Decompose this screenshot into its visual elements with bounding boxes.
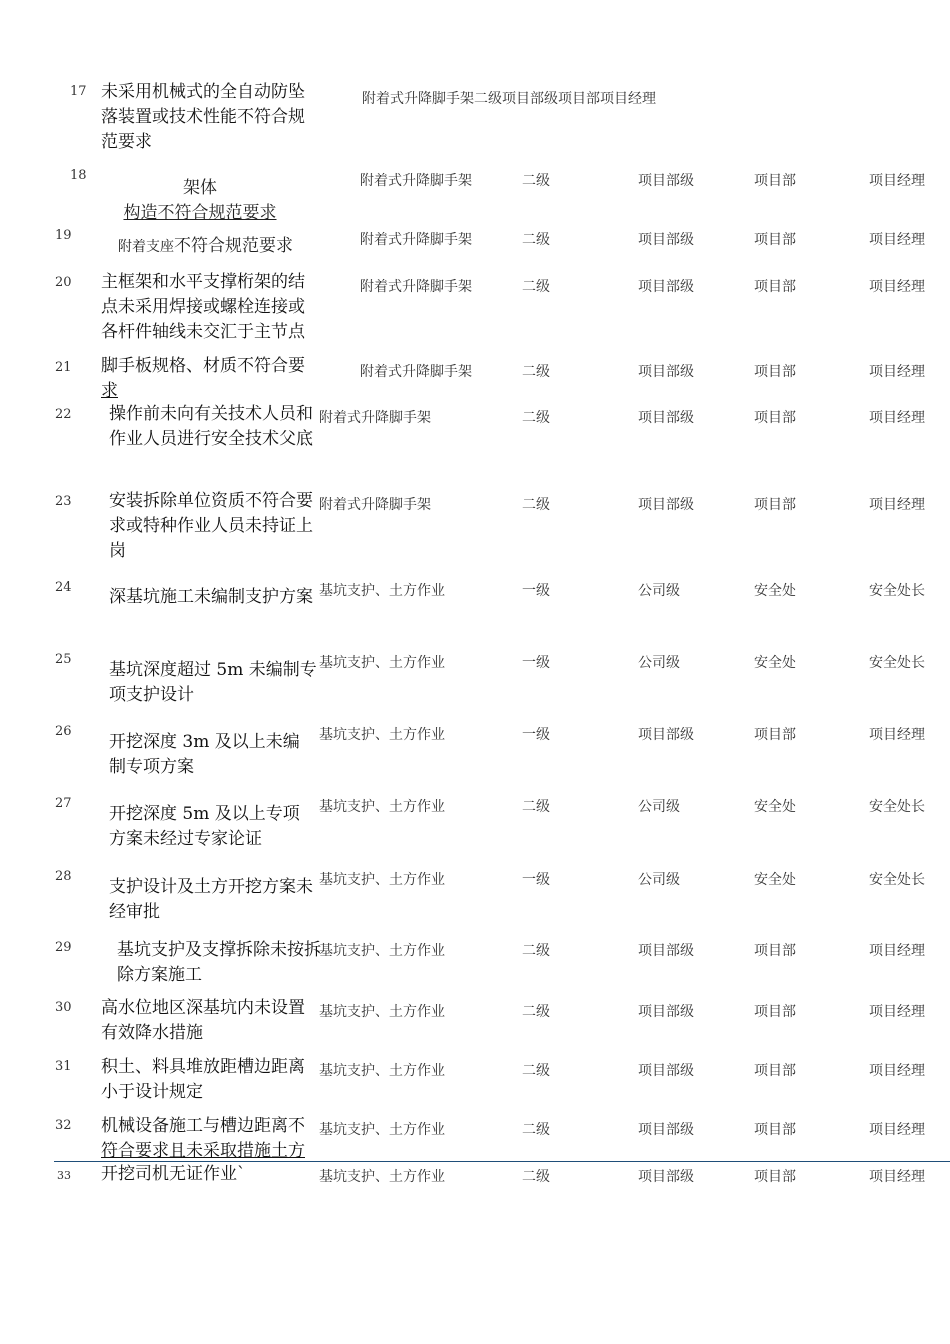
row-category: 基坑支护、土方作业 <box>319 1122 445 1138</box>
description-prefix: 附着支座 <box>118 239 174 255</box>
row-number: 27 <box>55 796 72 811</box>
row-level: 二级 <box>522 279 550 295</box>
row-description: 开挖深度 3m 及以上未编制专项方案 <box>109 732 300 777</box>
row-number: 32 <box>55 1118 72 1133</box>
row-responsible: 项目经理 <box>869 279 925 295</box>
row-category: 基坑支护、土方作业 <box>319 943 445 959</box>
row-level: 二级 <box>522 410 550 426</box>
row-level: 二级 <box>522 799 550 815</box>
row-scope: 公司级 <box>638 872 680 888</box>
row-scope: 项目部级 <box>638 232 694 248</box>
row-category: 基坑支护、土方作业 <box>319 1169 445 1185</box>
row-category: 附着式升降脚手架 <box>360 364 472 380</box>
row-responsible: 项目经理 <box>869 497 925 513</box>
row-category: 附着式升降脚手架 <box>360 279 472 295</box>
row-scope: 项目部级 <box>638 1063 694 1079</box>
row-department: 项目部 <box>754 173 796 189</box>
row-department: 安全处 <box>754 872 796 888</box>
row-description: 主框架和水平支撑桁架的结点未采用焊接或螺栓连接或各杆件轴线未交汇于主节点 <box>101 272 305 342</box>
row-level: 二级 <box>522 1122 550 1138</box>
row-department: 安全处 <box>754 583 796 599</box>
description-line: 架体 <box>183 178 217 198</box>
row-description <box>101 1114 319 1164</box>
row-department: 项目部 <box>754 279 796 295</box>
row-number: 29 <box>55 940 72 955</box>
row-responsible: 安全处长 <box>869 799 925 815</box>
row-category: 基坑支护、土方作业 <box>319 1004 445 1020</box>
description-rest: 不符合规范要求 <box>174 236 293 256</box>
row-department: 项目部 <box>754 727 796 743</box>
row-department: 安全处 <box>754 799 796 815</box>
row-responsible: 项目经理 <box>869 1122 925 1138</box>
row-number: 26 <box>55 724 72 739</box>
row-scope: 公司级 <box>638 583 680 599</box>
row-scope: 项目部级 <box>638 1122 694 1138</box>
row-number: 30 <box>55 1000 72 1015</box>
row-level: 二级 <box>522 1169 550 1185</box>
row-description: 安装拆除单位资质不符合要求或特种作业人员未持证上岗 <box>109 491 313 561</box>
row-responsible: 项目经理 <box>869 364 925 380</box>
row-scope: 项目部级 <box>638 279 694 295</box>
row-scope: 项目部级 <box>638 943 694 959</box>
row-level: 二级 <box>522 232 550 248</box>
row-scope: 项目部级 <box>638 173 694 189</box>
row-responsible: 项目经理 <box>869 1169 925 1185</box>
row-number: 23 <box>55 494 72 509</box>
row-description <box>101 354 319 404</box>
row-number: 17 <box>70 84 87 99</box>
row-scope: 公司级 <box>638 655 680 671</box>
row-scope: 项目部级 <box>638 727 694 743</box>
row-number: 20 <box>55 275 72 290</box>
row-responsible: 安全处长 <box>869 655 925 671</box>
row-department: 项目部 <box>754 1122 796 1138</box>
row-description: 积土、料具堆放距槽边距离小于设计规定 <box>101 1057 305 1102</box>
row-responsible: 项目经理 <box>869 410 925 426</box>
description-line: 求 <box>101 381 118 401</box>
row-number: 28 <box>55 869 72 884</box>
row-number: 21 <box>55 360 72 375</box>
description-line: 符合要求且未采取措施土方 <box>101 1141 305 1161</box>
row-category: 基坑支护、土方作业 <box>319 799 445 815</box>
row-level: 一级 <box>522 583 550 599</box>
row-category: 附着式升降脚手架 <box>360 173 472 189</box>
description-line: 脚手板规格、材质不符合要 <box>101 356 305 376</box>
row-responsible: 项目经理 <box>869 1004 925 1020</box>
row-department: 项目部 <box>754 943 796 959</box>
row-category: 基坑支护、土方作业 <box>319 1063 445 1079</box>
row-description: 操作前未向有关技术人员和作业人员进行安全技术父底 <box>109 404 313 449</box>
row-department: 项目部 <box>754 1063 796 1079</box>
row-category: 基坑支护、土方作业 <box>319 583 445 599</box>
row-description: 深基坑施工未编制支护方案 <box>109 587 313 607</box>
row-level: 一级 <box>522 727 550 743</box>
row-level: 二级 <box>522 1063 550 1079</box>
row-scope: 公司级 <box>638 799 680 815</box>
row-level: 一级 <box>522 872 550 888</box>
row-level: 二级 <box>522 173 550 189</box>
row-responsible: 项目经理 <box>869 173 925 189</box>
row-description <box>118 231 293 256</box>
row-responsible: 项目经理 <box>869 727 925 743</box>
row-level: 二级 <box>522 943 550 959</box>
row-responsible: 项目经理 <box>869 232 925 248</box>
row-department: 项目部 <box>754 1169 796 1185</box>
row-level: 二级 <box>522 1004 550 1020</box>
row-description: 基坑支护及支撑拆除未按拆除方案施工 <box>117 940 321 985</box>
row-department: 安全处 <box>754 655 796 671</box>
row-description: 基坑深度超过 5m 未编制专项支护设计 <box>109 660 317 705</box>
row-responsible: 项目经理 <box>869 1063 925 1079</box>
row-level: 二级 <box>522 497 550 513</box>
row-category: 附着式升降脚手架 <box>360 232 472 248</box>
row-number: 25 <box>55 652 72 667</box>
row-description: 支护设计及土方开挖方案未经审批 <box>109 877 313 922</box>
row-scope: 项目部级 <box>638 410 694 426</box>
row-responsible: 安全处长 <box>869 583 925 599</box>
row-department: 项目部 <box>754 232 796 248</box>
row-department: 项目部 <box>754 410 796 426</box>
row-scope: 项目部级 <box>638 497 694 513</box>
row-category: 附着式升降脚手架 <box>319 497 431 513</box>
row-description: 开挖深度 5m 及以上专项方案未经过专家论证 <box>109 804 300 849</box>
row-scope: 项目部级 <box>638 1004 694 1020</box>
row-number: 22 <box>55 407 72 422</box>
row-category: 基坑支护、土方作业 <box>319 727 445 743</box>
row-responsible: 安全处长 <box>869 872 925 888</box>
description-line: 构造不符合规范要求 <box>123 203 277 223</box>
description-line: 机械设备施工与槽边距离不 <box>101 1116 305 1136</box>
row-level: 二级 <box>522 364 550 380</box>
row-category: 基坑支护、土方作业 <box>319 655 445 671</box>
row-department: 项目部 <box>754 364 796 380</box>
row-department: 项目部 <box>754 1004 796 1020</box>
row-category: 基坑支护、土方作业 <box>319 872 445 888</box>
row-responsible: 项目经理 <box>869 943 925 959</box>
row-scope: 项目部级 <box>638 1169 694 1185</box>
row-level: 一级 <box>522 655 550 671</box>
row-scope: 项目部级 <box>638 364 694 380</box>
row-description: 开挖司机无证作业` <box>101 1164 246 1184</box>
row-number: 31 <box>55 1059 72 1074</box>
row-number: 24 <box>55 580 72 595</box>
row-number: 19 <box>55 228 72 243</box>
row-description: 未采用机械式的全自动防坠落装置或技术性能不符合规范要求 <box>101 82 305 152</box>
row-description: 高水位地区深基坑内未设置有效降水措施 <box>101 998 305 1043</box>
row-number: 33 <box>57 1169 71 1182</box>
row-number: 18 <box>70 168 87 183</box>
row-description <box>101 176 319 226</box>
row-merged-cells: 附着式升降脚手架二级项目部级项目部项目经理 <box>362 91 656 107</box>
row-category: 附着式升降脚手架 <box>319 410 431 426</box>
row-department: 项目部 <box>754 497 796 513</box>
